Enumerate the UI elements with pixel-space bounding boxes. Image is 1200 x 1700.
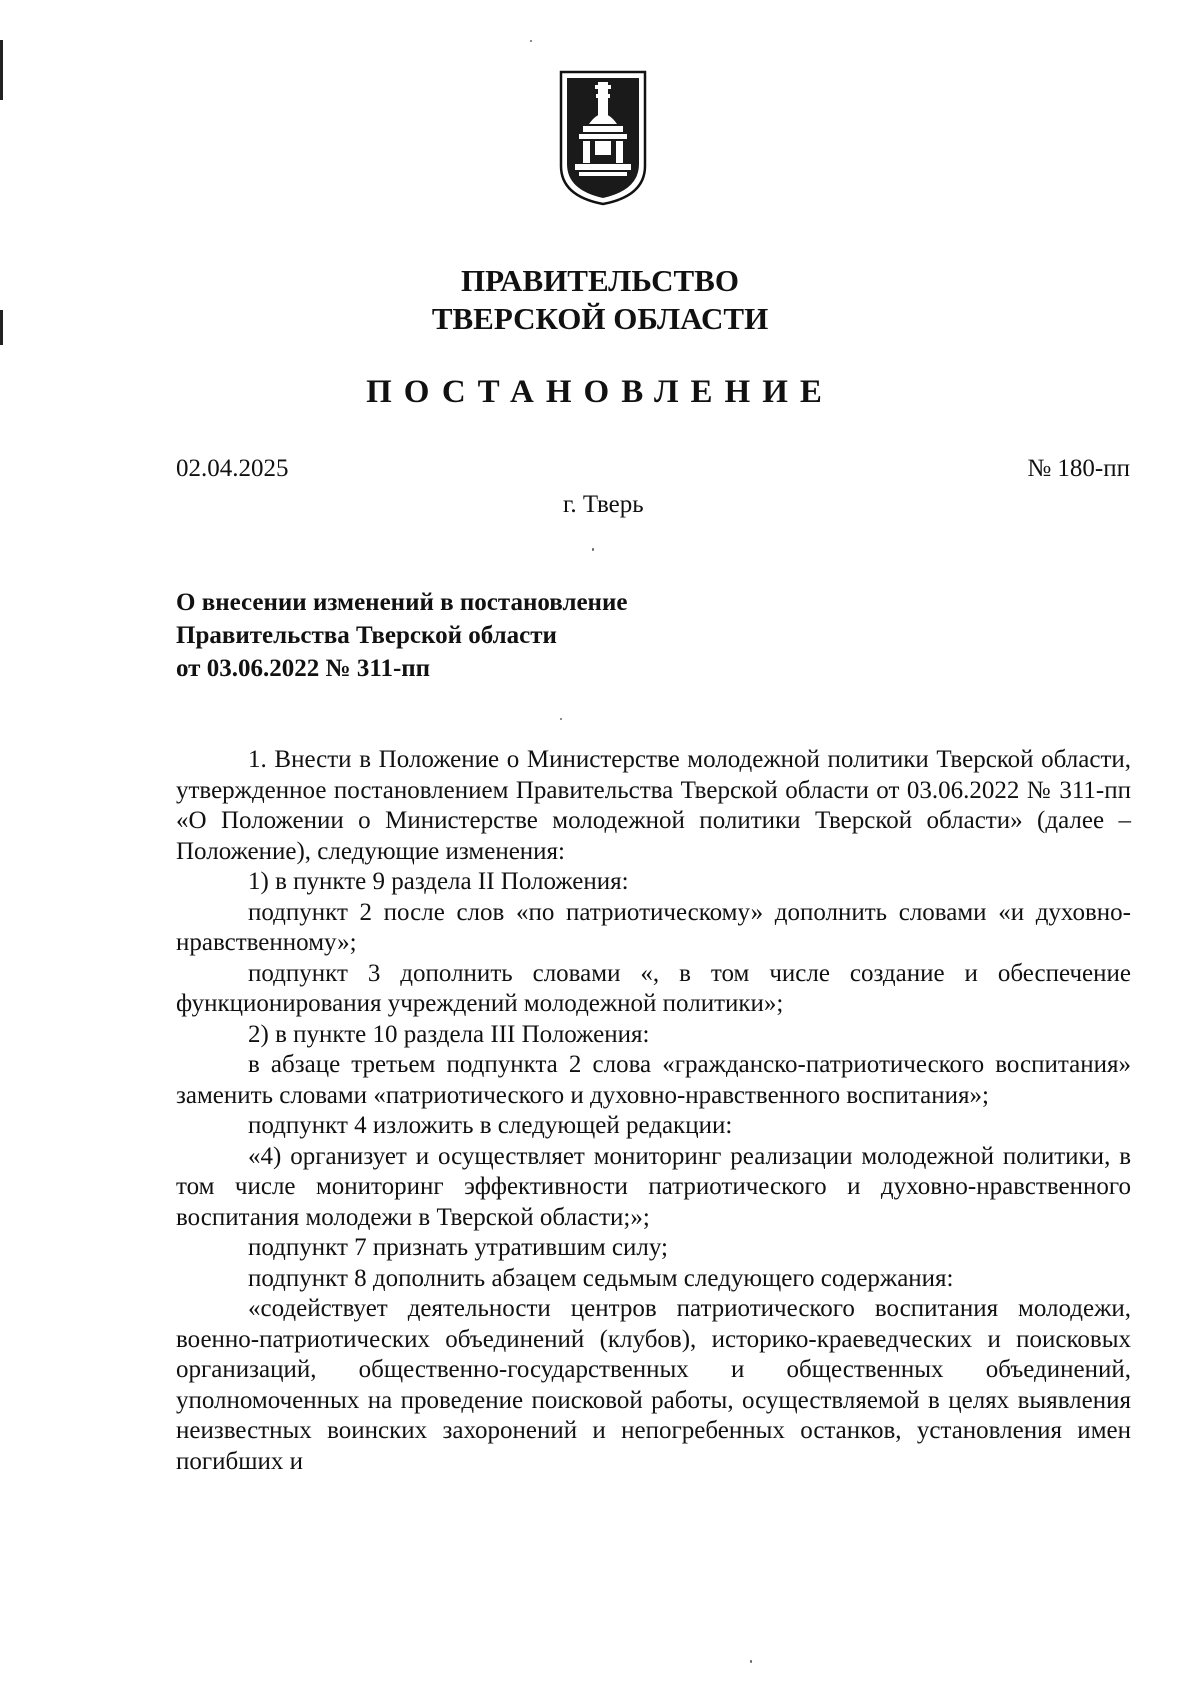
government-title: ПРАВИТЕЛЬСТВО	[461, 263, 739, 298]
scan-speck	[750, 1660, 752, 1663]
body-paragraph: «содействует деятельности центров патриотического воспитания молодежи, военно-патриотических объединений (клубов), историко-краеведческих и поисковых организаций, общественно-государственных и общественных объединений, уполномоченных на проведение поисковой работы, осуществляемой в целях выявления неизвестных воинских захоронений и непогребенных останков, установления имен погибших и	[176, 1295, 1131, 1475]
body-paragraph: 1. Внести в Положение о Министерстве молодежной политики Тверской области, утвержденное постановлением Правительства Тверской области от 03.06.2022 № 311-пп «О Положении о Министерстве молодежной политики Тверской области» (далее – Положение), следующие изменения:	[176, 746, 1131, 865]
document-city: г. Тверь	[563, 491, 644, 518]
document-date: 02.04.2025	[176, 455, 289, 482]
body-paragraph: «4) организует и осуществляет мониторинг реализации молодежной политики, в том числе мониторинг эффективности патриотического и духовно-нравственного воспитания молодежи в Тверской области;»;	[176, 1142, 1131, 1231]
scan-speck	[592, 548, 594, 551]
body-paragraph: подпункт 8 дополнить абзацем седьмым следующего содержания:	[248, 1264, 954, 1292]
subject-line-3: от 03.06.2022 № 311-пп	[176, 655, 431, 682]
subject-line-2: Правительства Тверской области	[176, 622, 557, 649]
document-subject	[176, 586, 627, 685]
region-title: ТВЕРСКОЙ ОБЛАСТИ	[431, 301, 769, 336]
scan-speck	[530, 40, 532, 42]
document-type-heading: ПОСТАНОВЛЕНИЕ	[366, 374, 834, 410]
document-body	[176, 745, 1131, 1477]
body-paragraph: 1) в пункте 9 раздела II Положения:	[248, 868, 629, 895]
scan-edge-mark	[0, 40, 3, 100]
subject-line-1: О внесении изменений в постановление	[176, 589, 628, 616]
body-paragraph: подпункт 3 дополнить словами «, в том числе создание и обеспечение функционирования учреждений молодежной политики»;	[176, 959, 1131, 1017]
scan-speck	[560, 718, 562, 720]
body-paragraph: подпункт 7 признать утратившим силу;	[248, 1234, 668, 1261]
body-paragraph: подпункт 4 изложить в следующей редакции:	[248, 1112, 733, 1139]
body-paragraph: 2) в пункте 10 раздела III Положения:	[248, 1020, 650, 1048]
document-number: № 180-пп	[1027, 455, 1130, 482]
body-paragraph: в абзаце третьем подпункта 2 слова «гражданско-патриотического воспитания» заменить словами «патриотического и духовно-нравственного воспитания»;	[176, 1051, 1131, 1109]
body-paragraph: подпункт 2 после слов «по патриотическому» дополнить словами «и духовно-нравственному»;	[176, 898, 1131, 956]
tver-coat-of-arms-icon	[557, 68, 649, 208]
